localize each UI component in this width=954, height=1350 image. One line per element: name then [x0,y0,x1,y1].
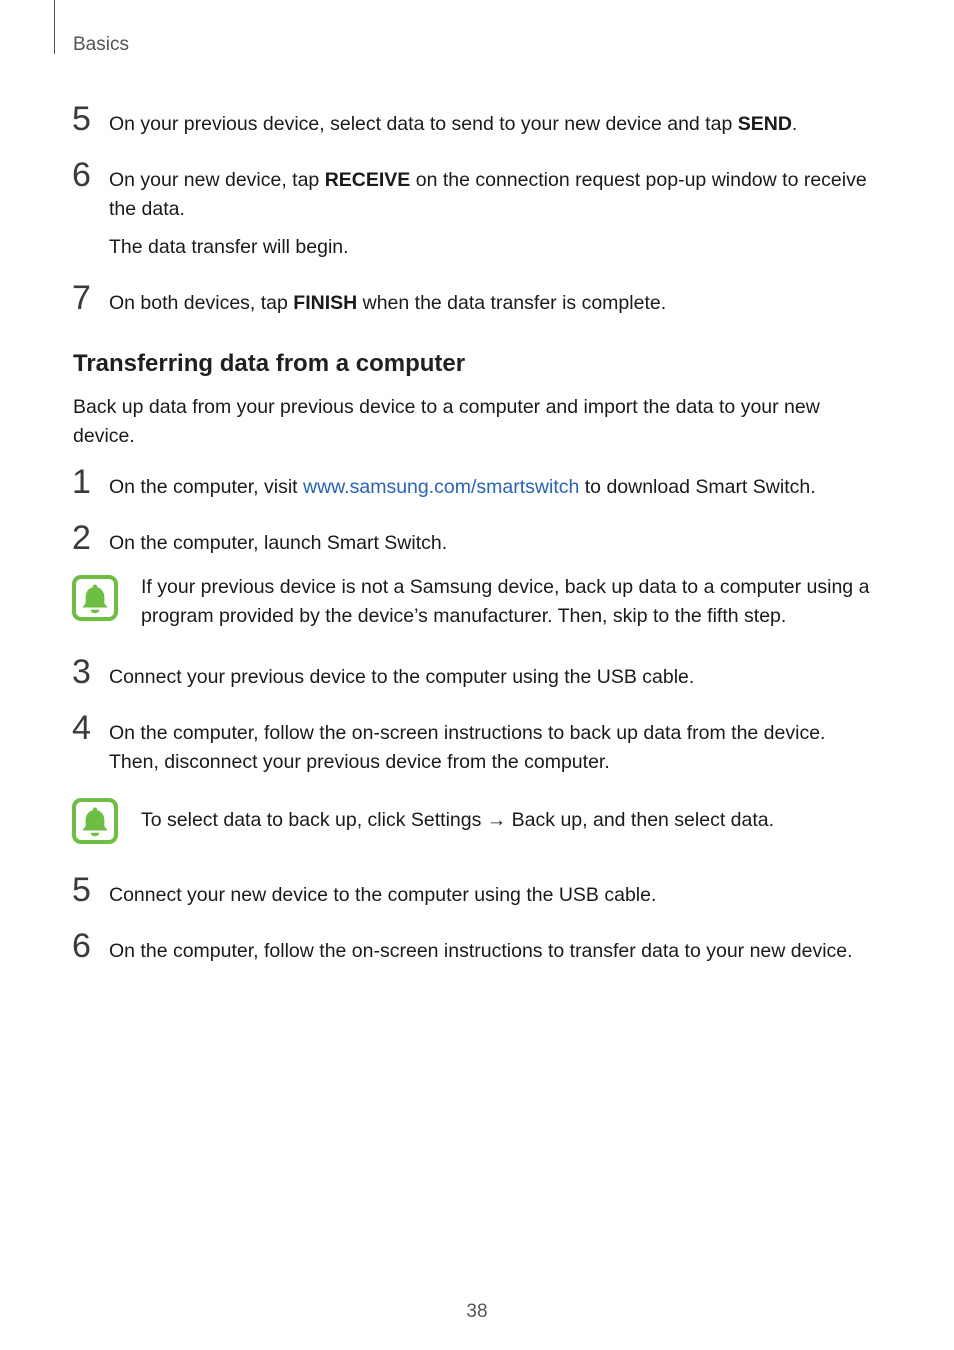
step-number: 6 [72,927,91,965]
step-text: On the computer, launch Smart Switch. [109,532,448,554]
ui-term: RECEIVE [324,169,411,191]
bell-notice-icon [72,575,118,621]
bell-notice-icon [72,798,118,844]
note-text: To select data to back up, click Settings → Back up, and then select data. [141,809,775,831]
step-number: 5 [72,871,91,909]
step-3-connect-previous [72,653,872,692]
step-text: On the computer, follow the on-screen instructions to transfer data to your new device. [109,940,853,962]
step-number: 5 [72,100,91,138]
section-label: Basics [73,34,129,55]
page-number: 38 [466,1301,488,1322]
step-7-finish [72,279,872,318]
note-non-samsung [72,573,872,631]
margin-rule [54,0,55,54]
step-text: On your new device, tap RECEIVE on the connection request pop-up window to receive the data. The data transfer will begin. [109,166,872,262]
step-number: 1 [72,463,91,501]
step-number: 3 [72,653,91,691]
step-number: 4 [72,709,91,747]
step-1-visit [72,463,872,502]
section-intro: Back up data from your previous device to a computer and import the data to your new device. [73,396,820,447]
step-text: Connect your previous device to the computer using the USB cable. [109,666,695,688]
step-5-send [72,100,872,139]
step-text: Connect your new device to the computer using the USB cable. [109,884,657,906]
step-text: On both devices, tap FINISH when the data transfer is complete. [109,292,667,314]
step-number: 2 [72,519,91,557]
ui-term: SEND [737,113,792,135]
smartswitch-link[interactable]: www.samsung.com/smartswitch [303,476,580,498]
step-2-launch [72,519,872,558]
step-5-connect-new [72,871,872,910]
step-extra-text: The data transfer will begin. [109,236,349,258]
step-6-transfer [72,927,872,966]
step-number: 6 [72,156,91,194]
ui-term: FINISH [293,292,358,314]
step-number: 7 [72,279,91,317]
step-text: On the computer, follow the on-screen instructions to back up data from the device. Then, disconnect your previous device from the computer. [109,722,826,773]
section-heading: Transferring data from a computer [73,350,466,377]
note-text: If your previous device is not a Samsung device, back up data to a computer using a program provided by the device’s manufacturer. Then, skip to the fifth step. [141,576,870,627]
step-6-receive [72,156,872,262]
step-text: On your previous device, select data to send to your new device and tap SEND. [109,113,798,135]
note-select-data [72,796,872,835]
step-text: On the computer, visit www.samsung.com/smartswitch to download Smart Switch. [109,476,816,498]
step-4-backup [72,709,872,777]
